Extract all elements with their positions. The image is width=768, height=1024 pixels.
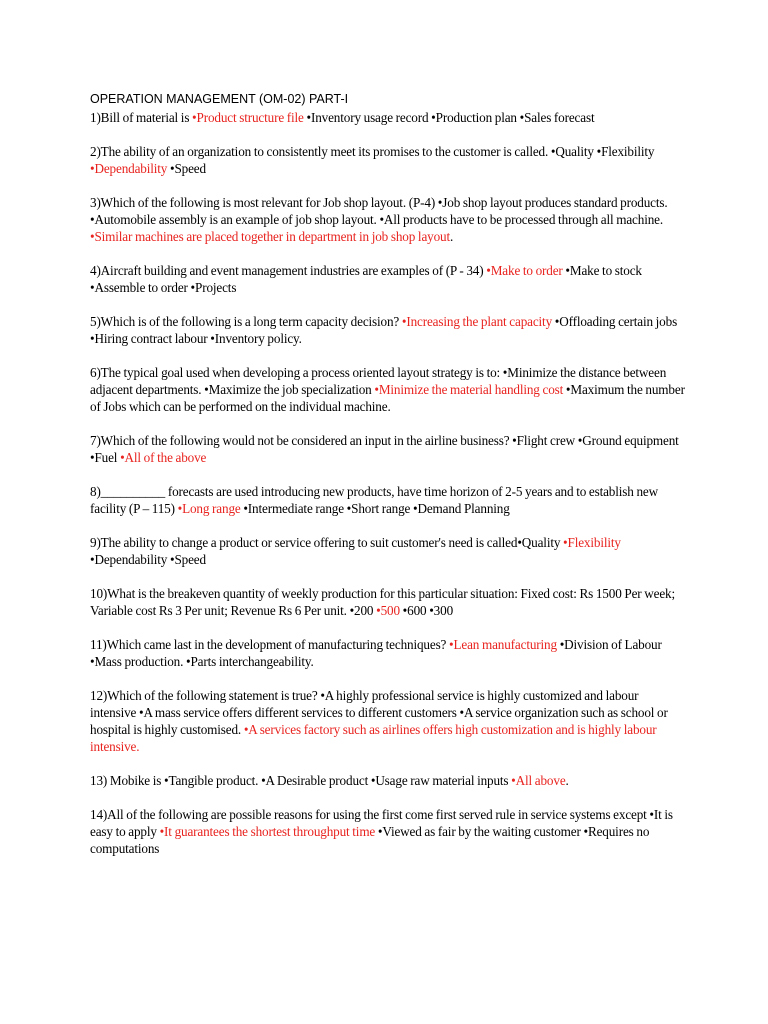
question-text: 6)The typical goal used when developing a process oriented layout strategy is to: •Minimize the distance between adjacent departments. •Maximize the job specialization xyxy=(90,365,667,397)
answer-highlight: •A services factory such as airlines offers high customization and is highly labour intensive. xyxy=(90,722,657,754)
question-text: •600 •300 xyxy=(402,603,454,618)
question-text: 5)Which is of the following is a long term capacity decision? xyxy=(90,314,402,329)
answer-highlight: •Dependability xyxy=(90,161,170,176)
question-5 xyxy=(90,313,686,347)
question-1 xyxy=(90,109,686,126)
question-list xyxy=(90,109,686,857)
question-12 xyxy=(90,687,686,755)
question-9 xyxy=(90,534,686,568)
question-8 xyxy=(90,483,686,517)
question-text: 10)What is the breakeven quantity of weekly production for this particular situation: Fixed cost: Rs 1500 Per week; Variable cost Rs 3 Per unit; Revenue Rs 6 Per unit. •200 xyxy=(90,586,675,618)
answer-highlight: •Lean manufacturing xyxy=(449,637,560,652)
answer-highlight: •All above xyxy=(511,773,566,788)
question-text: •Dependability •Speed xyxy=(90,552,206,567)
question-text: 13) Mobike is •Tangible product. •A Desirable product •Usage raw material inputs xyxy=(90,773,512,788)
answer-highlight: •Product structure file xyxy=(192,110,307,125)
question-text: •Division of Labour •Mass production. •Parts interchangeability. xyxy=(90,637,662,669)
answer-highlight: •It guarantees the shortest throughput time xyxy=(159,824,378,839)
question-text: . xyxy=(450,229,454,244)
question-text: 11)Which came last in the development of manufacturing techniques? xyxy=(90,637,450,652)
question-text: •Speed xyxy=(169,161,206,176)
question-text: •Viewed as fair by the waiting customer •Requires no computations xyxy=(90,824,650,856)
question-4 xyxy=(90,262,686,296)
document-content xyxy=(90,91,686,874)
question-text: •Make to stock •Assemble to order •Projects xyxy=(90,263,642,295)
question-14 xyxy=(90,806,686,857)
answer-highlight: •Long range xyxy=(177,501,244,516)
question-2 xyxy=(90,143,686,177)
answer-highlight: •Similar machines are placed together in department in job shop layout xyxy=(90,229,450,244)
question-text: •Inventory usage record •Production plan •Sales forecast xyxy=(306,110,595,125)
document-title: OPERATION MANAGEMENT (OM-02) PART-I xyxy=(90,92,349,106)
question-10 xyxy=(90,585,686,619)
question-13 xyxy=(90,772,686,789)
question-text: •Intermediate range •Short range •Demand Planning xyxy=(243,501,510,516)
question-text: 4)Aircraft building and event management industries are examples of (P - 34) xyxy=(90,263,487,278)
question-text: •Offloading certain jobs •Hiring contract labour •Inventory policy. xyxy=(90,314,678,346)
answer-highlight: •All of the above xyxy=(120,450,207,465)
question-text: 8)__________ forecasts are used introducing new products, have time horizon of 2-5 years and to establish new facility (P – 115) xyxy=(90,484,658,516)
question-3 xyxy=(90,194,686,245)
question-text: 14)All of the following are possible reasons for using the first come first served rule in service systems except •It is easy to apply xyxy=(90,807,673,839)
question-7 xyxy=(90,432,686,466)
answer-highlight: •Minimize the material handling cost xyxy=(374,382,566,397)
answer-highlight: •Make to order xyxy=(486,263,566,278)
question-text: 12)Which of the following statement is true? •A highly professional service is highly customized and labour intensive •A mass service offers different services to different customers •A service organization such as school or hospital is highly customised. xyxy=(90,688,668,737)
question-text: . xyxy=(565,773,569,788)
question-text: 3)Which of the following is most relevant for Job shop layout. (P-4) •Job shop layout produces standard products. •Automobile assembly is an example of job shop layout. •All products have to be processed through all machine. xyxy=(90,195,668,227)
answer-highlight: •500 xyxy=(376,603,403,618)
answer-highlight: •Increasing the plant capacity xyxy=(401,314,555,329)
question-text: 7)Which of the following would not be considered an input in the airline business? •Flight crew •Ground equipment •Fuel xyxy=(90,433,679,465)
question-text: 2)The ability of an organization to consistently meet its promises to the customer is called. •Quality •Flexibility xyxy=(90,144,655,159)
question-text: •Maximum the number of Jobs which can be performed on the individual machine. xyxy=(90,382,685,414)
answer-highlight: •Flexibility xyxy=(563,535,621,550)
question-11 xyxy=(90,636,686,670)
question-6 xyxy=(90,364,686,415)
question-text: 9)The ability to change a product or service offering to suit customer's need is called•Quality xyxy=(90,535,564,550)
question-text: 1)Bill of material is xyxy=(90,110,193,125)
